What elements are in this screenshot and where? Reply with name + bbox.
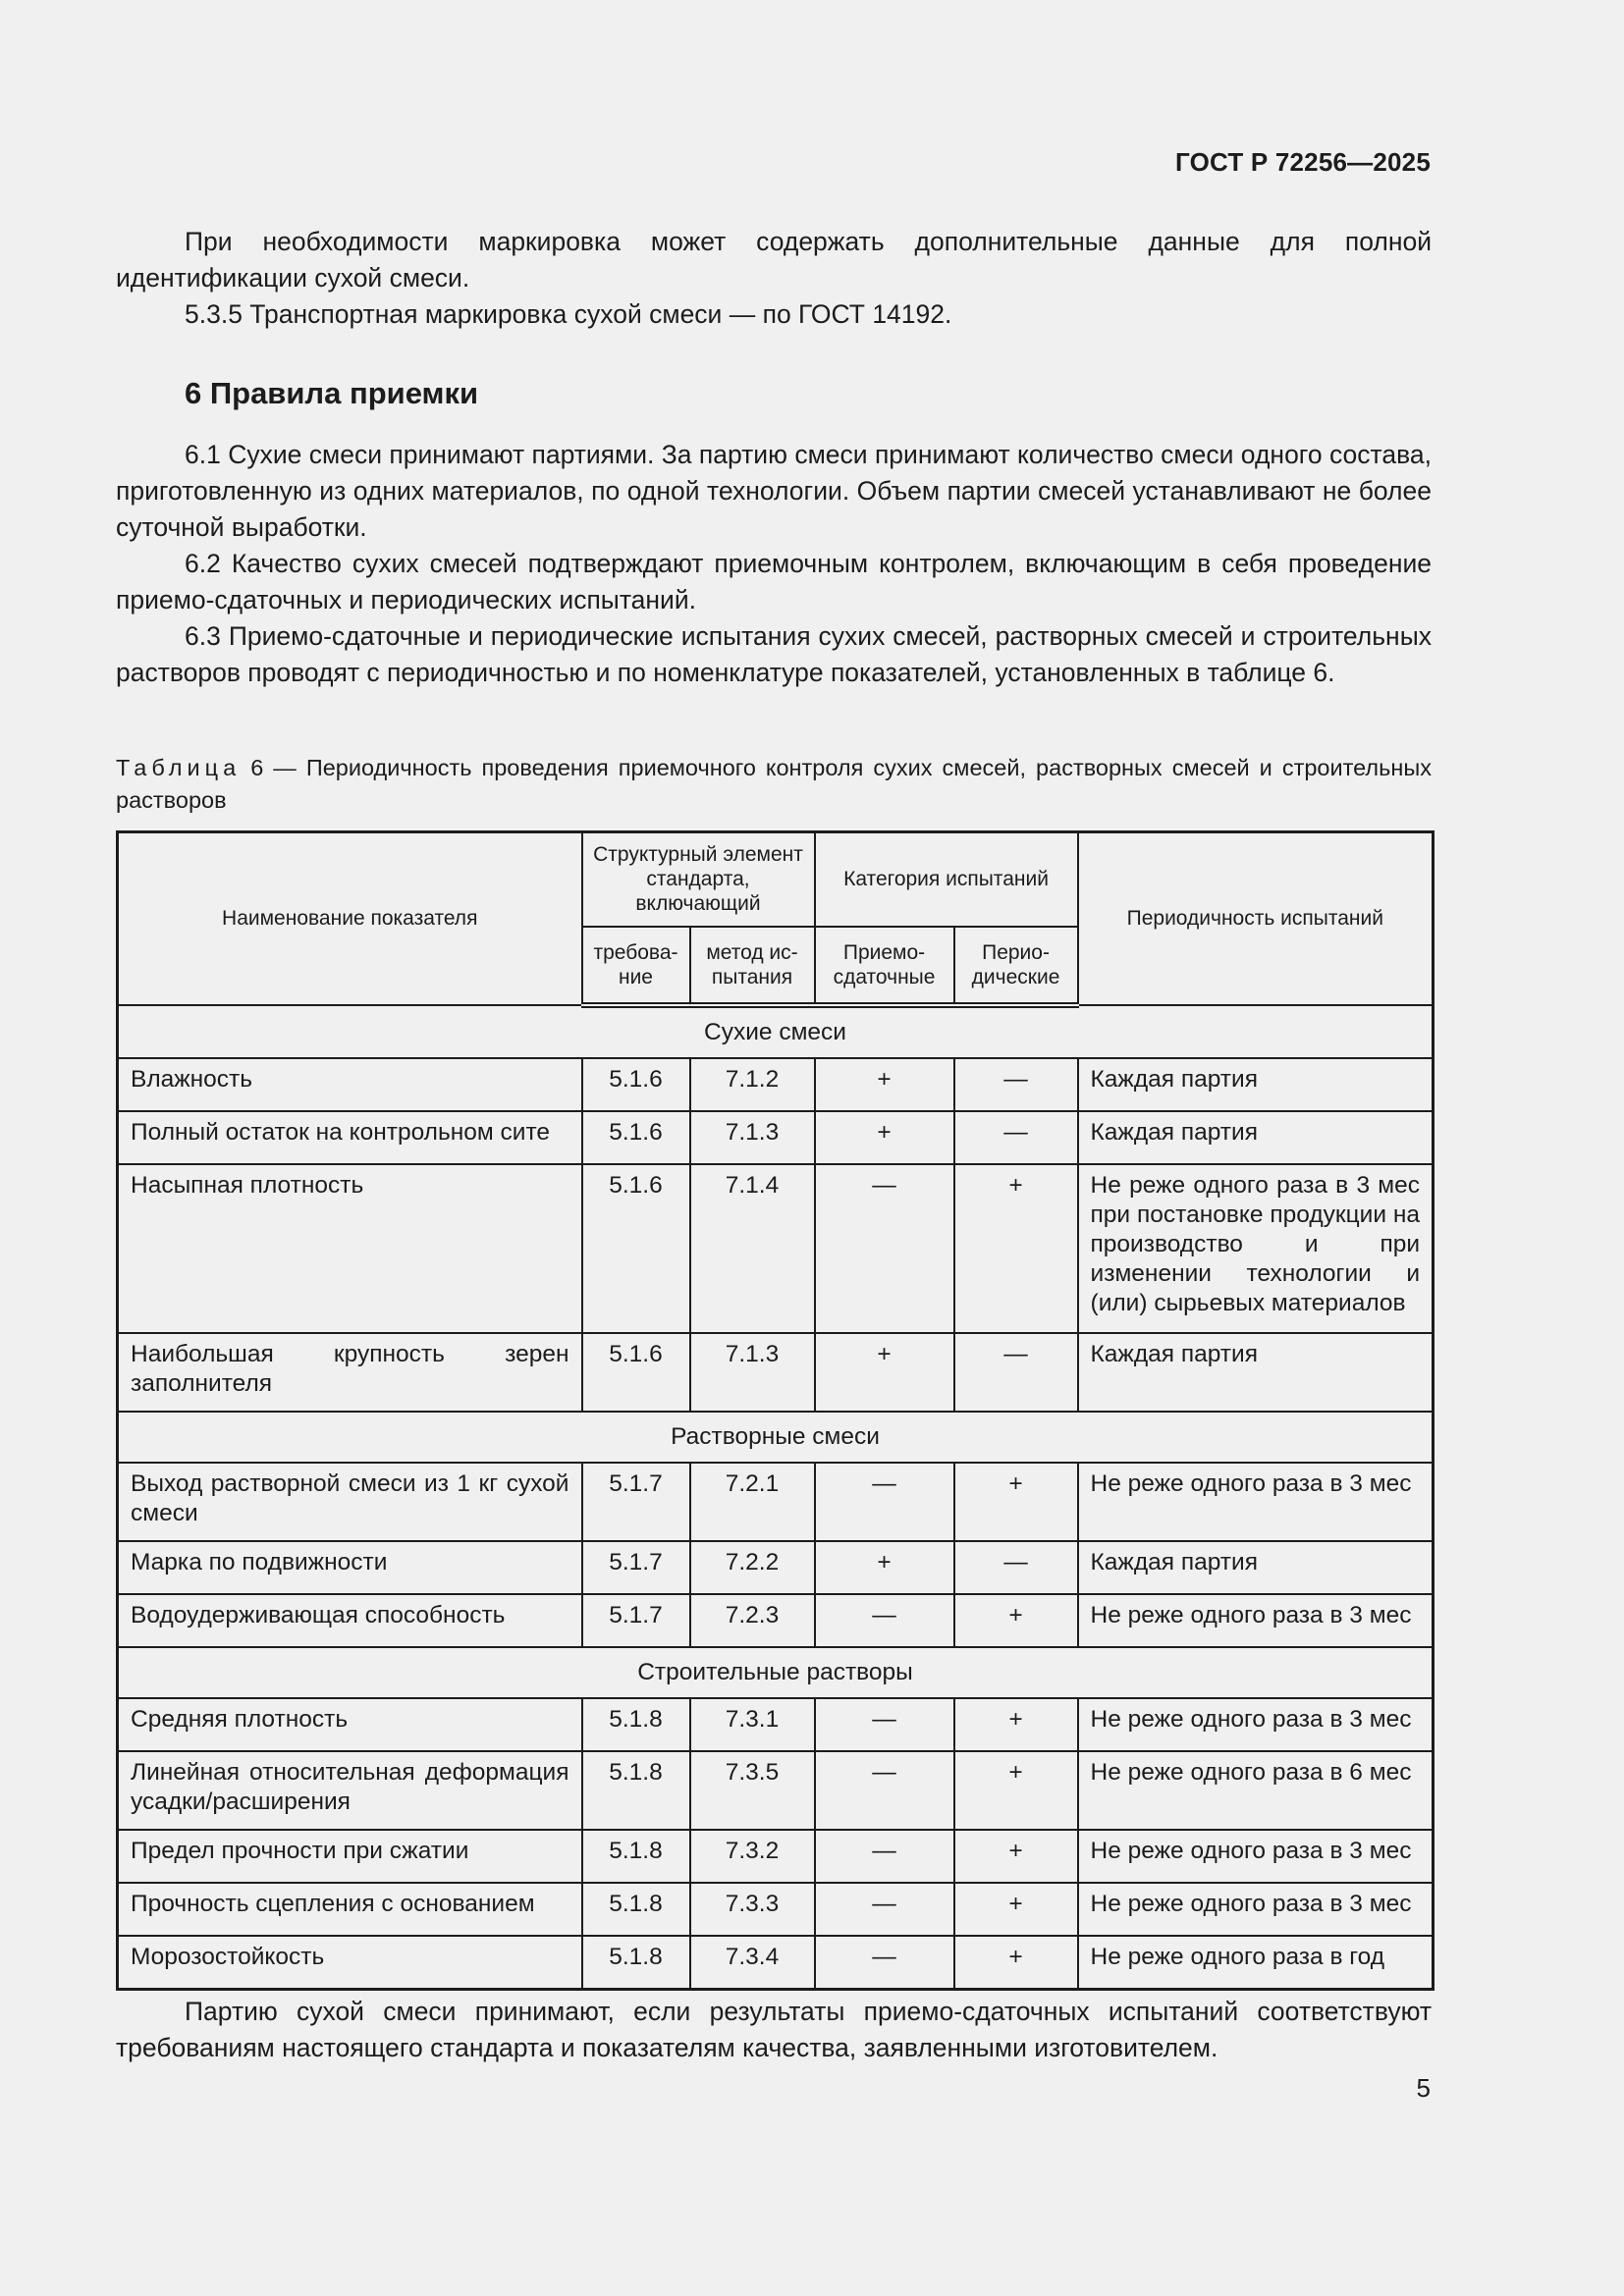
cell-periodic: — bbox=[954, 1111, 1078, 1164]
cell-name: Средняя плотность bbox=[118, 1698, 582, 1751]
table-caption-text: 6 — Периодичность проведения приемочного контроля сухих смесей, растворных смесей и строительных растворов bbox=[116, 755, 1432, 813]
cell-requirement: 5.1.8 bbox=[582, 1751, 690, 1830]
cell-periodicity: Не реже одного раза в 3 мес при постановке продукции на производство и при изменении технологии и (или) сырьевых материалов bbox=[1078, 1164, 1434, 1333]
cell-acceptance: + bbox=[815, 1333, 954, 1412]
cell-periodic: — bbox=[954, 1541, 1078, 1594]
table-row bbox=[118, 1751, 1434, 1830]
cell-requirement: 5.1.6 bbox=[582, 1111, 690, 1164]
cell-acceptance: + bbox=[815, 1058, 954, 1111]
table-row bbox=[118, 1936, 1434, 1990]
cell-acceptance: + bbox=[815, 1541, 954, 1594]
cell-method: 7.3.1 bbox=[690, 1698, 815, 1751]
table-caption-label: Таблица bbox=[116, 755, 242, 780]
cell-periodic: + bbox=[954, 1936, 1078, 1990]
cell-periodicity: Каждая партия bbox=[1078, 1111, 1434, 1164]
cell-name: Прочность сцепления с основанием bbox=[118, 1883, 582, 1936]
cell-periodicity: Каждая партия bbox=[1078, 1541, 1434, 1594]
cell-method: 7.1.2 bbox=[690, 1058, 815, 1111]
section-text bbox=[116, 437, 1432, 691]
cell-periodic: + bbox=[954, 1883, 1078, 1936]
cell-name: Марка по подвижности bbox=[118, 1541, 582, 1594]
cell-method: 7.3.3 bbox=[690, 1883, 815, 1936]
section-paragraph: 6.1 Сухие смеси принимают партиями. За партию смеси принимают количество смеси одного состава, приготовленную из одних материалов, по одной технологии. Объем партии смесей устанавливают не более суточной выработки. bbox=[116, 440, 1432, 542]
table-row bbox=[118, 1830, 1434, 1883]
cell-name: Линейная относительная деформация усадки/расширения bbox=[118, 1751, 582, 1830]
cell-requirement: 5.1.6 bbox=[582, 1058, 690, 1111]
cell-requirement: 5.1.7 bbox=[582, 1463, 690, 1541]
standard-code: ГОСТ Р 72256—2025 bbox=[1175, 147, 1431, 177]
header-periodicity: Периодичность испытаний bbox=[1078, 832, 1434, 1005]
cell-requirement: 5.1.8 bbox=[582, 1698, 690, 1751]
header-structural: Структурный элемент стандарта, включающий bbox=[582, 832, 815, 927]
page-number: 5 bbox=[1416, 2073, 1431, 2103]
cell-acceptance: — bbox=[815, 1936, 954, 1990]
cell-periodic: + bbox=[954, 1830, 1078, 1883]
table-row bbox=[118, 1058, 1434, 1111]
header-periodic: Перио-дические bbox=[954, 927, 1078, 1005]
cell-name: Выход растворной смеси из 1 кг сухой смеси bbox=[118, 1463, 582, 1541]
cell-method: 7.3.5 bbox=[690, 1751, 815, 1830]
cell-periodicity: Каждая партия bbox=[1078, 1058, 1434, 1111]
cell-requirement: 5.1.7 bbox=[582, 1594, 690, 1647]
cell-periodicity: Каждая партия bbox=[1078, 1333, 1434, 1412]
section-row: Сухие смеси bbox=[118, 1005, 1434, 1058]
header-requirement: требова-ние bbox=[582, 927, 690, 1005]
cell-acceptance: — bbox=[815, 1883, 954, 1936]
cell-periodicity: Не реже одного раза в 3 мес bbox=[1078, 1463, 1434, 1541]
header-method: метод ис-пытания bbox=[690, 927, 815, 1005]
cell-acceptance: — bbox=[815, 1698, 954, 1751]
table-row bbox=[118, 1594, 1434, 1647]
table-row bbox=[118, 1883, 1434, 1936]
cell-acceptance: + bbox=[815, 1111, 954, 1164]
cell-method: 7.2.3 bbox=[690, 1594, 815, 1647]
cell-name: Водоудерживающая способность bbox=[118, 1594, 582, 1647]
cell-acceptance: — bbox=[815, 1830, 954, 1883]
intro-text bbox=[116, 224, 1432, 333]
cell-acceptance: — bbox=[815, 1594, 954, 1647]
cell-periodic: + bbox=[954, 1698, 1078, 1751]
intro-paragraph: При необходимости маркировка может содержать дополнительные данные для полной идентификации сухой смеси. bbox=[116, 227, 1432, 293]
cell-method: 7.2.1 bbox=[690, 1463, 815, 1541]
table-caption bbox=[116, 752, 1432, 817]
cell-periodicity: Не реже одного раза в 3 мес bbox=[1078, 1830, 1434, 1883]
table-row bbox=[118, 1698, 1434, 1751]
cell-acceptance: — bbox=[815, 1164, 954, 1333]
cell-periodicity: Не реже одного раза в 3 мес bbox=[1078, 1594, 1434, 1647]
cell-periodic: — bbox=[954, 1333, 1078, 1412]
section-paragraph: 6.3 Приемо-сдаточные и периодические испытания сухих смесей, растворных смесей и строительных растворов проводят с периодичностью и по номенклатуре показателей, установленных в таблице 6. bbox=[116, 621, 1432, 687]
section-row: Строительные растворы bbox=[118, 1647, 1434, 1698]
cell-requirement: 5.1.7 bbox=[582, 1541, 690, 1594]
cell-requirement: 5.1.8 bbox=[582, 1936, 690, 1990]
cell-method: 7.3.4 bbox=[690, 1936, 815, 1990]
cell-periodic: + bbox=[954, 1594, 1078, 1647]
footer-paragraph: Партию сухой смеси принимают, если результаты приемо-сдаточных испытаний соответствуют требованиям настоящего стандарта и показателям качества, заявленными изготовителем. bbox=[116, 1997, 1432, 2062]
cell-periodicity: Не реже одного раза в 6 мес bbox=[1078, 1751, 1434, 1830]
cell-name: Предел прочности при сжатии bbox=[118, 1830, 582, 1883]
header-acceptance: Приемо-сдаточные bbox=[815, 927, 954, 1005]
cell-method: 7.1.4 bbox=[690, 1164, 815, 1333]
cell-periodicity: Не реже одного раза в год bbox=[1078, 1936, 1434, 1990]
cell-periodic: + bbox=[954, 1463, 1078, 1541]
cell-method: 7.1.3 bbox=[690, 1333, 815, 1412]
cell-periodicity: Не реже одного раза в 3 мес bbox=[1078, 1698, 1434, 1751]
section-row: Растворные смеси bbox=[118, 1412, 1434, 1463]
cell-requirement: 5.1.8 bbox=[582, 1830, 690, 1883]
cell-requirement: 5.1.6 bbox=[582, 1333, 690, 1412]
cell-requirement: 5.1.8 bbox=[582, 1883, 690, 1936]
cell-method: 7.2.2 bbox=[690, 1541, 815, 1594]
header-category: Категория испытаний bbox=[815, 832, 1078, 927]
acceptance-control-table bbox=[116, 830, 1435, 1991]
cell-requirement: 5.1.6 bbox=[582, 1164, 690, 1333]
cell-acceptance: — bbox=[815, 1751, 954, 1830]
cell-periodicity: Не реже одного раза в 3 мес bbox=[1078, 1883, 1434, 1936]
table-row bbox=[118, 1333, 1434, 1412]
section-title: 6 Правила приемки bbox=[185, 376, 479, 410]
cell-name: Насыпная плотность bbox=[118, 1164, 582, 1333]
header-name: Наименование показателя bbox=[118, 832, 582, 1005]
cell-method: 7.1.3 bbox=[690, 1111, 815, 1164]
intro-paragraph: 5.3.5 Транспортная маркировка сухой смеси — по ГОСТ 14192. bbox=[185, 299, 952, 329]
section-paragraph: 6.2 Качество сухих смесей подтверждают приемочным контролем, включающим в себя проведение приемо-сдаточных и периодических испытаний. bbox=[116, 549, 1432, 614]
table-row bbox=[118, 1111, 1434, 1164]
cell-name: Полный остаток на контрольном сите bbox=[118, 1111, 582, 1164]
cell-periodic: + bbox=[954, 1164, 1078, 1333]
cell-periodic: + bbox=[954, 1751, 1078, 1830]
table-row bbox=[118, 1541, 1434, 1594]
cell-method: 7.3.2 bbox=[690, 1830, 815, 1883]
cell-name: Наибольшая крупность зерен заполнителя bbox=[118, 1333, 582, 1412]
cell-name: Влажность bbox=[118, 1058, 582, 1111]
footer-text bbox=[116, 1994, 1432, 2066]
cell-acceptance: — bbox=[815, 1463, 954, 1541]
cell-periodic: — bbox=[954, 1058, 1078, 1111]
table-row bbox=[118, 1164, 1434, 1333]
table-row bbox=[118, 1463, 1434, 1541]
cell-name: Морозостойкость bbox=[118, 1936, 582, 1990]
